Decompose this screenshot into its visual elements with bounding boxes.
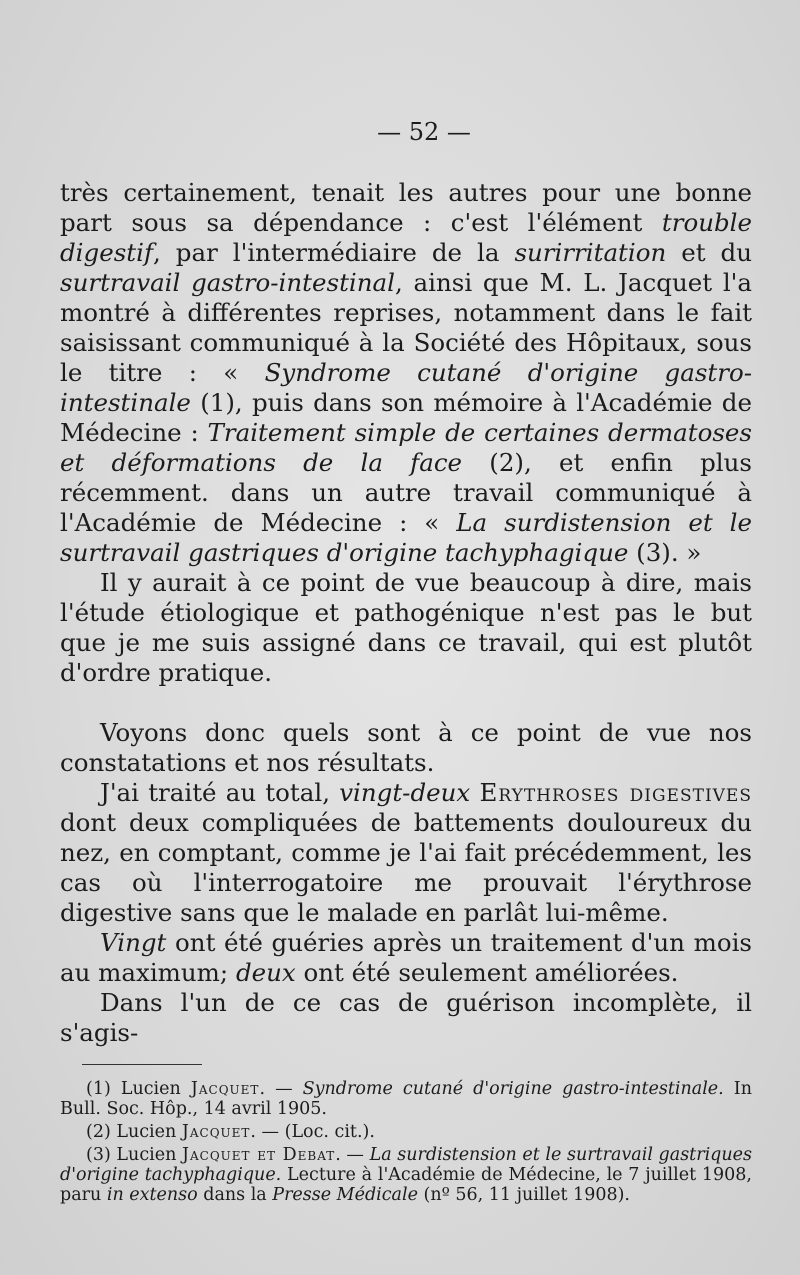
text-run: très certainement, tenait les autres pour une bonne part sous sa dépendance : c'est l'élément xyxy=(60,178,752,237)
footnote-1 xyxy=(60,1079,752,1119)
text-run: In Bull. Soc. Hôp., 14 avril 1905. xyxy=(60,1079,752,1119)
italic-run: La surdistension et le surtravail gastriques d'origine tachyphagique xyxy=(60,508,752,567)
text-run: (3) Lucien xyxy=(86,1145,182,1165)
text-run: dont deux compliquées de battements douloureux du nez, en comptant, comme je l'ai fait précédemment, les cas où l'interrogatoire me prouvait l'érythrose digestive sans que le malade en parlât lui-même. xyxy=(60,808,752,927)
text-run: . — xyxy=(335,1145,370,1165)
footnote-2 xyxy=(60,1122,752,1142)
small-caps-run: Jacquet xyxy=(190,1079,260,1099)
italic-run: La surdistension et le surtravail gastriques d'origine tachyphagique. xyxy=(60,1145,752,1185)
text-run: . — (Loc. cit.). xyxy=(250,1122,375,1142)
text-run: (3). » xyxy=(628,538,702,567)
page-number: — 52 — xyxy=(377,118,471,146)
text-run: dans la xyxy=(197,1185,273,1205)
italic-run: surirritation xyxy=(514,238,667,267)
footnote-3 xyxy=(60,1145,752,1205)
italic-run: Syndrome cutané d'origine gastro-intestinale. xyxy=(302,1079,724,1099)
italic-run: surtravail gastro-intestinal xyxy=(60,268,395,297)
italic-run: deux xyxy=(235,958,296,987)
body-text xyxy=(60,178,752,1048)
text-run: ont été guéries après un traitement d'un mois au maximum; xyxy=(60,928,752,987)
paragraph-3: Voyons donc quels sont à ce point de vue nos constatations et nos résultats. xyxy=(60,718,752,777)
paragraph-6: Dans l'un de ce cas de guérison incomplète, il s'agis- xyxy=(60,988,752,1047)
text-run: (2), et enfin plus récemment. dans un autre travail communiqué à l'Académie de Médecine : « xyxy=(60,448,752,537)
paragraph-4 xyxy=(60,778,752,928)
italic-run: in extenso xyxy=(106,1185,198,1205)
italic-run: Syndrome cutané d'origine gastro-intestinale xyxy=(60,358,752,417)
small-caps-run: Erythroses digestives xyxy=(479,778,752,807)
paragraph-2: Il y aurait à ce point de vue beaucoup à dire, mais l'étude étiologique et pathogénique n'est pas le but que je me suis assigné dans ce travail, qui est plutôt d'ordre pratique. xyxy=(60,568,752,687)
italic-run: vingt-deux xyxy=(339,778,471,807)
small-caps-run: Jacquet et Debat xyxy=(181,1145,336,1165)
text-run: (1), puis dans son mémoire à l'Académie de Médecine : xyxy=(60,388,752,447)
text-run: ont été seulement améliorées. xyxy=(295,958,679,987)
text-run: . — xyxy=(259,1079,303,1099)
text-run: , ainsi que M. L. Jacquet l'a montré à différentes reprises, notamment dans le fait saisissant communiqué à la Société des Hôpitaux, sous le titre : « xyxy=(60,268,752,387)
text-run: (nº 56, 11 juillet 1908). xyxy=(417,1185,630,1205)
text-run: Lecture à l'Académie de Médecine, le 7 juillet 1908, paru xyxy=(60,1165,752,1205)
text-run: , par l'intermédiaire de la xyxy=(153,238,515,267)
footnote-divider xyxy=(82,1064,202,1065)
text-run: et du xyxy=(666,238,753,267)
book-page xyxy=(60,118,752,1208)
paragraph-5 xyxy=(60,928,752,988)
italic-run: trouble digestif xyxy=(60,208,752,267)
paragraph-1 xyxy=(60,178,752,568)
text-run: (1) Lucien xyxy=(86,1079,191,1099)
italic-run: Vingt xyxy=(100,928,167,957)
text-run: (2) Lucien xyxy=(86,1122,182,1142)
italic-run: Presse Médicale xyxy=(272,1185,418,1205)
italic-run: Traitement simple de certaines dermatoses et déformations de la face xyxy=(60,418,752,477)
footnotes xyxy=(60,1079,752,1205)
text-run: J'ai traité au total, xyxy=(100,778,340,807)
small-caps-run: Jacquet xyxy=(181,1122,251,1142)
